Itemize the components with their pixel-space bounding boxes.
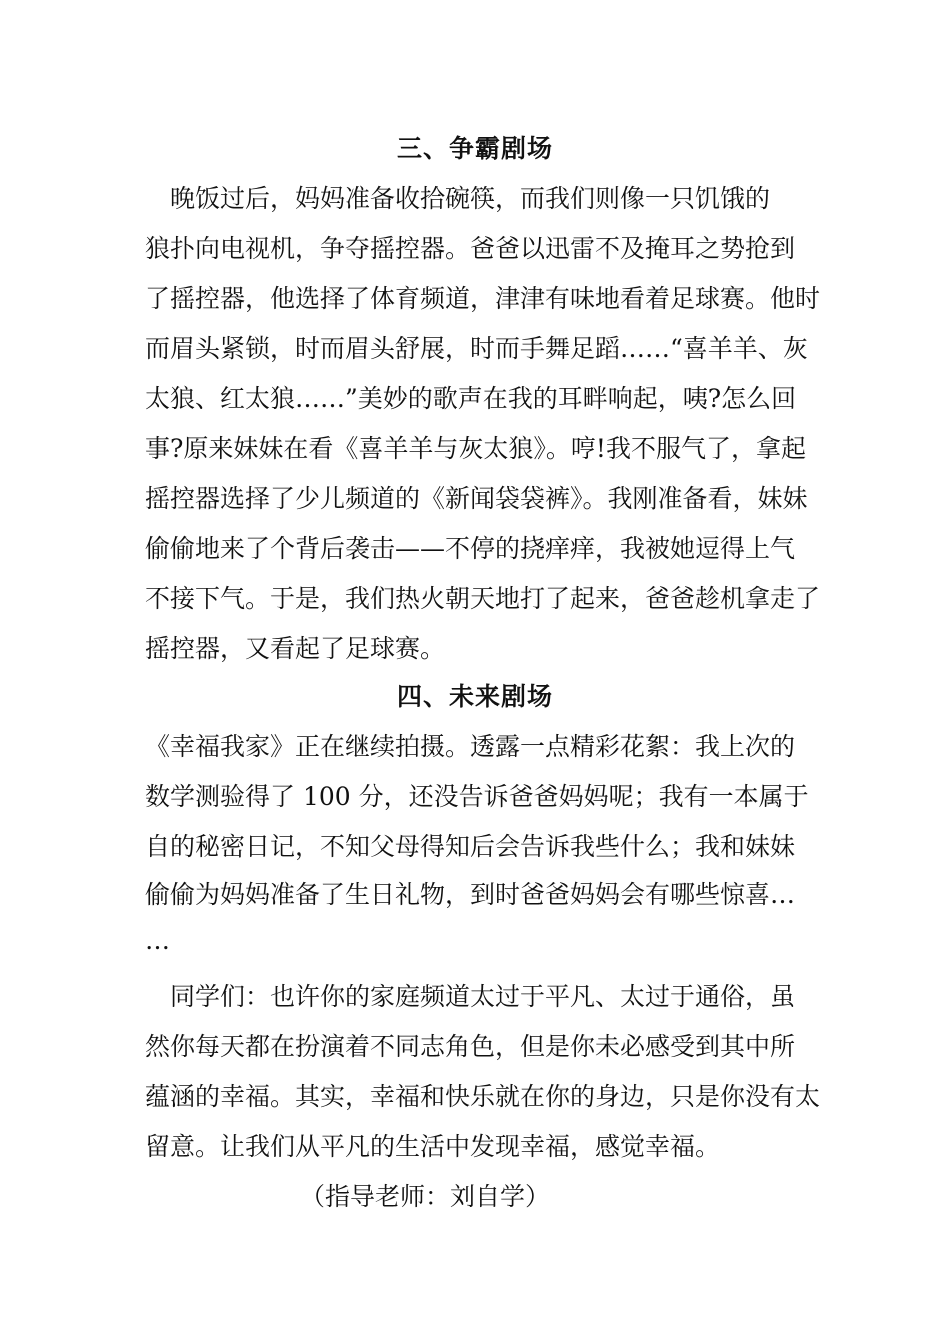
paragraph-line: 同学们：也许你的家庭频道太过于平凡、太过于通俗，虽 — [145, 982, 796, 1011]
paragraph-line: 了摇控器，他选择了体育频道，津津有味地看着足球赛。他时 — [145, 284, 821, 313]
paragraph-line: 留意。让我们从平凡的生活中发现幸福，感觉幸福。 — [145, 1132, 721, 1161]
paragraph-line: 而眉头紧锁，时而眉头舒展，时而手舞足蹈……“喜羊羊、灰 — [145, 334, 808, 363]
paragraph-line: 数学测验得了 100 分，还没告诉爸爸妈妈呢；我有一本属于 — [145, 782, 809, 811]
paragraph-line: 不接下气。于是，我们热火朝天地打了起来，爸爸趁机拿走了 — [145, 584, 821, 613]
paragraph-line: 晚饭过后，妈妈准备收拾碗筷，而我们则像一只饥饿的 — [145, 184, 771, 213]
paragraph-line: 偷偷为妈妈准备了生日礼物，到时爸爸妈妈会有哪些惊喜… — [145, 880, 796, 909]
paragraph-line: 自的秘密日记，不知父母得知后会告诉我些什么；我和妹妹 — [145, 832, 796, 861]
section-title-4: 四、未来剧场 — [396, 682, 553, 711]
paragraph-line: 《幸福我家》正在继续拍摄。透露一点精彩花絮：我上次的 — [145, 732, 796, 761]
paragraph-line: … — [145, 926, 170, 955]
paragraph-line: 然你每天都在扮演着不同志角色，但是你未必感受到其中所 — [145, 1032, 796, 1061]
paragraph-line: 太狼、红太狼……”美妙的歌声在我的耳畔响起，咦?怎么回 — [145, 384, 797, 413]
paragraph-line: 事?原来妹妹在看《喜羊羊与灰太狼》。哼!我不服气了，拿起 — [145, 434, 806, 463]
paragraph-line: 蕴涵的幸福。其实，幸福和快乐就在你的身边，只是你没有太 — [145, 1082, 821, 1111]
paragraph-line: 摇控器，又看起了足球赛。 — [145, 634, 446, 663]
paragraph-line: 摇控器选择了少儿频道的《新闻袋袋裤》。我刚准备看，妹妹 — [145, 484, 808, 513]
signature: （指导老师：刘自学） — [300, 1182, 551, 1211]
paragraph-line: 偷偷地来了个背后袭击——不停的挠痒痒，我被她逗得上气 — [145, 534, 796, 563]
section-title-3: 三、争霸剧场 — [396, 134, 553, 163]
paragraph-line: 狼扑向电视机，争夺摇控器。爸爸以迅雷不及掩耳之势抢到 — [145, 234, 796, 263]
